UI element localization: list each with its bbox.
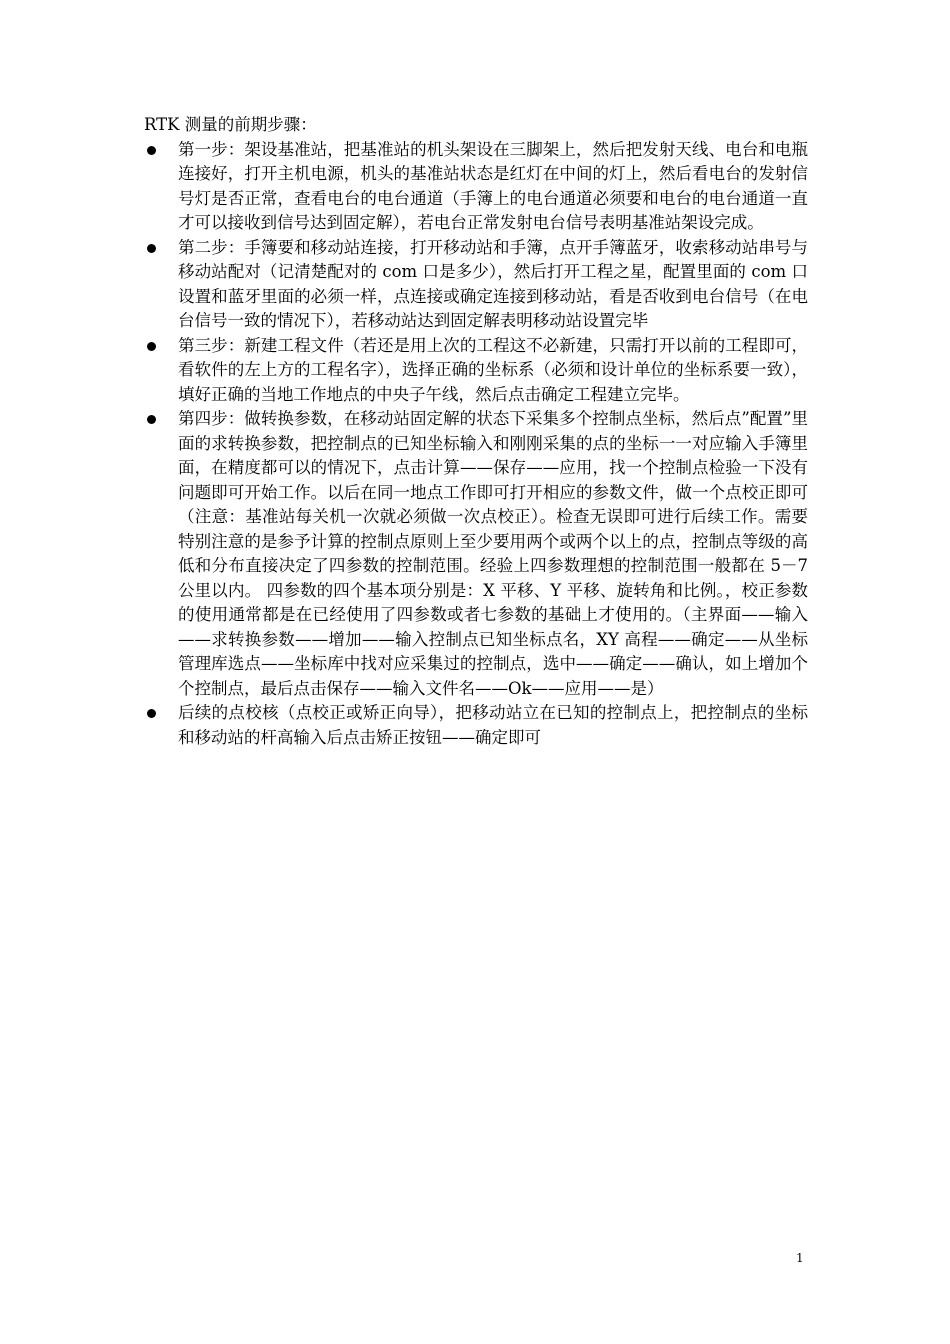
step-text-4: 第四步：做转换参数，在移动站固定解的状态下采集多个控制点坐标，然后点”配置”里面的求转换参数，把控制点的已知坐标输入和刚刚采集的点的坐标一一对应输入手簿里面，在精度都可以的情况下，点击计算——保存——应用，找一个控制点检验一下没有问题即可开始工作。以后在同一地点工作即可打开相应的参数文件，做一个点校正即可（注意：基准站每关机一次就必须做一次点校正）。检查无误即可进行后续工作。需要特别注意的是参予计算的控制点原则上至少要用两个或两个以上的点，控制点等级的高低和分布直接决定了四参数的控制范围。经验上四参数理想的控制范围一般都在 5－7 公里以内。 四参数的四个基本项分别是：X 平移、Y 平移、旋转角和比例。，校正参数的使用通常都是在已经使用了四参数或者七参数的基础上才使用的。（主界面——输入——求转换参数——增加——输入控制点已知坐标点名，XY 高程——确定——从坐标管理库选点——坐标库中找对应采集过的控制点，选中——确定——确认，如上增加个个控制点，最后点击保存——输入文件名——Ok——应用——是） (178, 409, 808, 698)
bullet-icon (147, 244, 156, 253)
bullet-icon (147, 146, 156, 155)
step-item-4 (144, 407, 808, 701)
document-title: RTK 测量的前期步骤： (144, 115, 317, 134)
step-item-1 (144, 138, 808, 236)
step-text-3: 第三步：新建工程文件（若还是用上次的工程这不必新建，只需打开以前的工程即可，看软件的左上方的工程名字），选择正确的坐标系（必须和设计单位的坐标系要一致），填好正确的当地工作地点的中央子午线，然后点击确定工程建立完毕。 (178, 335, 808, 404)
page-number: 1 (796, 1251, 804, 1265)
step-list (144, 138, 808, 751)
step-item-5 (144, 701, 808, 750)
step-text-1: 第一步：架设基准站，把基准站的机头架设在三脚架上，然后把发射天线、电台和电瓶连接好，打开主机电源，机头的基准站状态是红灯在中间的灯上，然后看电台的发射信号灯是否正常，查看电台的电台通道（手簿上的电台通道必须要和电台的电台通道一直才可以接收到信号达到固定解），若电台正常发射电台信号表明基准站架设完成。 (178, 139, 808, 232)
step-item-2 (144, 236, 808, 334)
bullet-icon (147, 709, 156, 718)
bullet-icon (147, 415, 156, 424)
bullet-icon (147, 342, 156, 351)
step-text-5: 后续的点校核（点校正或矫正向导），把移动站立在已知的控制点上，把控制点的坐标和移动站的杆高输入后点击矫正按钮——确定即可 (178, 703, 808, 747)
step-text-2: 第二步：手簿要和移动站连接，打开移动站和手簿，点开手簿蓝牙，收索移动站串号与移动站配对（记清楚配对的 com 口是多少），然后打开工程之星，配置里面的 com 口设置和蓝牙里面的必须一样，点连接或确定连接到移动站，看是否收到电台信号（在电台信号一致的情况下），若移动站达到固定解表明移动站设置完毕 (178, 237, 808, 330)
document-body (144, 113, 808, 750)
step-item-3 (144, 334, 808, 408)
